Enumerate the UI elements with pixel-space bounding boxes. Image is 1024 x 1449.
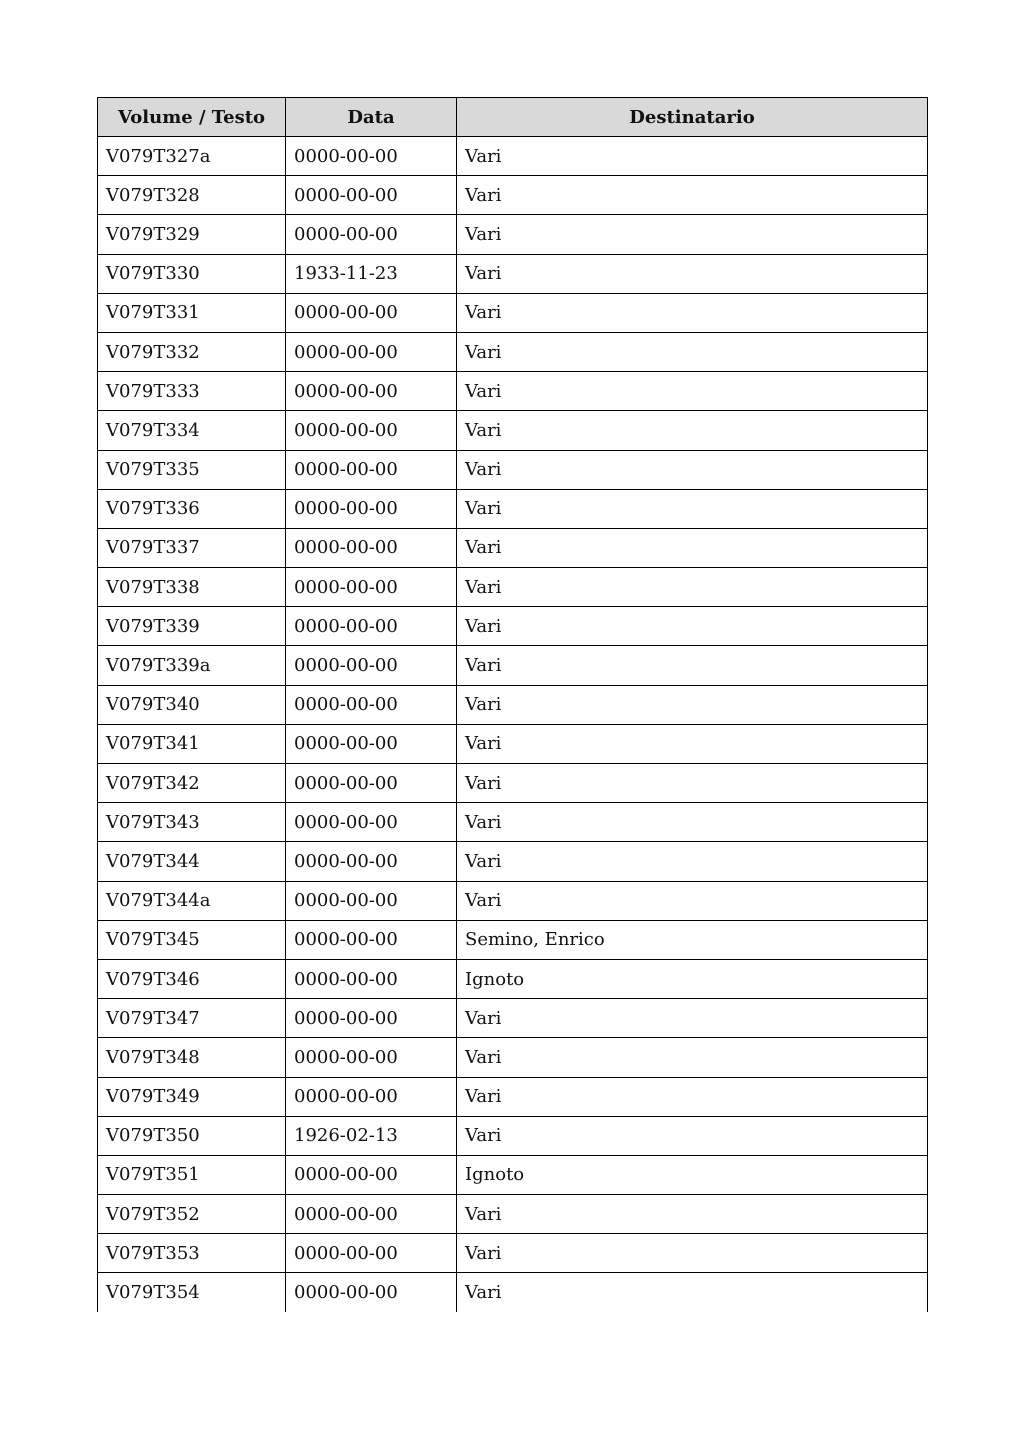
data-cell: 0000-00-00 [286,607,457,646]
destinatario-cell: Vari [457,1116,928,1155]
destinatario-cell: Vari [457,764,928,803]
data-cell: 0000-00-00 [286,999,457,1038]
destinatario-cell: Vari [457,528,928,567]
table-row [98,685,928,724]
table-row [98,176,928,215]
destinatario-cell: Vari [457,176,928,215]
volume-testo-cell: V079T331 [98,293,286,332]
destinatario-cell: Vari [457,1038,928,1077]
volume-testo-cell: V079T336 [98,489,286,528]
volume-testo-cell: V079T342 [98,764,286,803]
data-cell: 0000-00-00 [286,568,457,607]
destinatario-cell: Vari [457,842,928,881]
volume-testo-cell: V079T353 [98,1234,286,1273]
destinatario-cell: Vari [457,411,928,450]
destinatario-cell: Vari [457,881,928,920]
volume-testo-cell: V079T341 [98,724,286,763]
table-row [98,607,928,646]
volume-testo-cell: V079T343 [98,803,286,842]
data-cell: 0000-00-00 [286,411,457,450]
table-row [98,1234,928,1273]
destinatario-cell: Vari [457,685,928,724]
column-header-volume-testo: Volume / Testo [98,98,286,137]
destinatario-cell: Vari [457,803,928,842]
data-cell: 1933-11-23 [286,254,457,293]
header-row [98,98,928,137]
data-cell: 1926-02-13 [286,1116,457,1155]
destinatario-cell: Vari [457,293,928,332]
volume-testo-cell: V079T351 [98,1155,286,1194]
table-row [98,1273,928,1312]
table-row [98,293,928,332]
table-row [98,489,928,528]
data-cell: 0000-00-00 [286,176,457,215]
volume-testo-cell: V079T335 [98,450,286,489]
table-row [98,1116,928,1155]
volume-testo-cell: V079T346 [98,959,286,998]
destinatario-cell: Vari [457,607,928,646]
destinatario-cell: Vari [457,372,928,411]
data-cell: 0000-00-00 [286,1038,457,1077]
volume-testo-cell: V079T344 [98,842,286,881]
destinatario-cell: Vari [457,724,928,763]
column-header-destinatario: Destinatario [457,98,928,137]
data-cell: 0000-00-00 [286,332,457,371]
table-row [98,724,928,763]
document-table [97,97,928,1312]
table-row [98,881,928,920]
destinatario-cell: Semino, Enrico [457,920,928,959]
data-cell: 0000-00-00 [286,803,457,842]
data-cell: 0000-00-00 [286,528,457,567]
table-row [98,1077,928,1116]
table-row [98,999,928,1038]
data-cell: 0000-00-00 [286,293,457,332]
volume-testo-cell: V079T339 [98,607,286,646]
table-row [98,803,928,842]
column-header-data: Data [286,98,457,137]
volume-testo-cell: V079T354 [98,1273,286,1312]
data-cell: 0000-00-00 [286,450,457,489]
table-body [98,137,928,1313]
volume-testo-cell: V079T338 [98,568,286,607]
data-cell: 0000-00-00 [286,489,457,528]
data-cell: 0000-00-00 [286,881,457,920]
destinatario-cell: Vari [457,254,928,293]
volume-testo-cell: V079T345 [98,920,286,959]
volume-testo-cell: V079T339a [98,646,286,685]
data-cell: 0000-00-00 [286,372,457,411]
volume-testo-cell: V079T330 [98,254,286,293]
data-cell: 0000-00-00 [286,1155,457,1194]
volume-testo-cell: V079T333 [98,372,286,411]
destinatario-cell: Vari [457,568,928,607]
volume-testo-cell: V079T332 [98,332,286,371]
destinatario-cell: Vari [457,1195,928,1234]
table-row [98,528,928,567]
table-row [98,372,928,411]
volume-testo-cell: V079T337 [98,528,286,567]
destinatario-cell: Vari [457,1273,928,1312]
destinatario-cell: Vari [457,1077,928,1116]
data-cell: 0000-00-00 [286,920,457,959]
data-cell: 0000-00-00 [286,646,457,685]
table-row [98,764,928,803]
destinatario-cell: Vari [457,332,928,371]
data-cell: 0000-00-00 [286,215,457,254]
destinatario-cell: Vari [457,999,928,1038]
volume-testo-cell: V079T328 [98,176,286,215]
table-row [98,137,928,176]
volume-testo-cell: V079T344a [98,881,286,920]
table-header [98,98,928,137]
table-row [98,568,928,607]
table-row [98,920,928,959]
volume-testo-cell: V079T352 [98,1195,286,1234]
table-row [98,450,928,489]
volume-testo-cell: V079T334 [98,411,286,450]
data-cell: 0000-00-00 [286,724,457,763]
volume-testo-cell: V079T329 [98,215,286,254]
destinatario-cell: Vari [457,215,928,254]
destinatario-cell: Vari [457,646,928,685]
table-row [98,842,928,881]
table-row [98,1155,928,1194]
data-cell: 0000-00-00 [286,1195,457,1234]
table-row [98,254,928,293]
destinatario-cell: Vari [457,450,928,489]
table-row [98,1038,928,1077]
destinatario-cell: Ignoto [457,1155,928,1194]
data-cell: 0000-00-00 [286,764,457,803]
volume-testo-cell: V079T350 [98,1116,286,1155]
volume-testo-cell: V079T340 [98,685,286,724]
table-row [98,215,928,254]
data-cell: 0000-00-00 [286,959,457,998]
table-row [98,411,928,450]
table-row [98,332,928,371]
destinatario-cell: Vari [457,489,928,528]
volume-testo-cell: V079T327a [98,137,286,176]
data-cell: 0000-00-00 [286,842,457,881]
destinatario-cell: Ignoto [457,959,928,998]
data-cell: 0000-00-00 [286,137,457,176]
volume-testo-cell: V079T348 [98,1038,286,1077]
table-row [98,959,928,998]
destinatario-cell: Vari [457,1234,928,1273]
data-cell: 0000-00-00 [286,685,457,724]
data-cell: 0000-00-00 [286,1234,457,1273]
volume-testo-cell: V079T349 [98,1077,286,1116]
volume-testo-cell: V079T347 [98,999,286,1038]
table-row [98,646,928,685]
data-cell: 0000-00-00 [286,1273,457,1312]
data-cell: 0000-00-00 [286,1077,457,1116]
table-row [98,1195,928,1234]
destinatario-cell: Vari [457,137,928,176]
